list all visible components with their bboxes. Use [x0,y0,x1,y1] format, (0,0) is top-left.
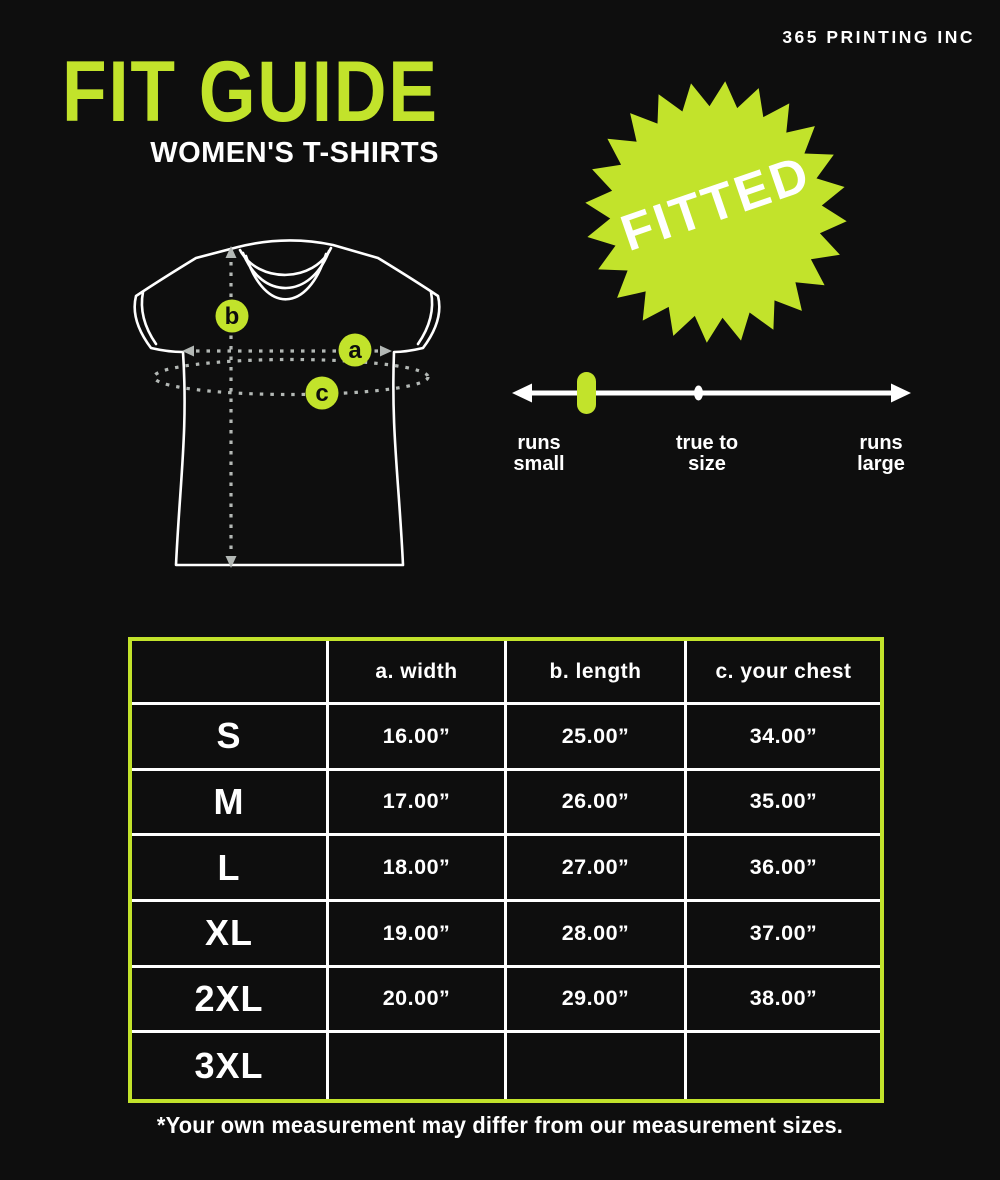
length-value: 27.00” [507,836,687,902]
scale-label-line: true to [675,432,739,454]
width-value: 20.00” [329,968,507,1034]
width-value: 18.00” [329,836,507,902]
marker-b-label: b [224,303,240,330]
fit-scale-slider [505,368,920,420]
scale-label-runs-small [479,433,599,475]
length-value: 29.00” [507,968,687,1034]
column-header-width: a. width [329,641,507,705]
chest-value: 34.00” [687,705,880,771]
badge-label: FITTED [613,144,819,263]
page-title: FIT GUIDE [62,44,439,140]
fit-marker [577,372,596,414]
page-subtitle: WOMEN'S T-SHIRTS [150,137,439,169]
size-label: M [132,771,329,837]
guide-arrowheads [182,246,392,568]
fitted-badge [571,67,861,357]
scale-label-line: size [688,453,726,475]
scale-label-runs-large [821,433,941,475]
size-label: S [132,705,329,771]
length-value [507,1033,687,1099]
measurement-guides [154,262,428,552]
title-block [62,44,439,169]
width-value: 16.00” [329,705,507,771]
tshirt-outline [135,240,440,565]
tshirt-diagram [105,225,465,585]
marker-c-label: c [315,380,329,407]
width-value: 19.00” [329,902,507,968]
chest-value: 37.00” [687,902,880,968]
length-value: 25.00” [507,705,687,771]
footnote: *Your own measurement may differ from our measurement sizes. [156,1112,844,1138]
column-header-size [132,641,329,705]
scale-label-line: large [857,453,905,475]
scale-label-line: small [513,453,565,475]
length-value: 26.00” [507,771,687,837]
chest-value: 36.00” [687,836,880,902]
column-header-chest: c. your chest [687,641,880,705]
length-value: 28.00” [507,902,687,968]
scale-label-line: runs [859,432,903,454]
width-value: 17.00” [329,771,507,837]
chest-guide-ellipse [154,360,428,395]
scale-label-line: runs [517,432,561,454]
column-header-length: b. length [507,641,687,705]
size-label: XL [132,902,329,968]
marker-a-label: a [348,337,362,364]
arrow-right-icon [380,346,392,357]
chest-value: 35.00” [687,771,880,837]
width-value [329,1033,507,1099]
size-label: 3XL [132,1033,329,1099]
chest-value [687,1033,880,1099]
scale-label-true-to-size [647,433,767,475]
size-chart-table [128,637,884,1103]
arrow-left-icon [512,384,532,403]
true-to-size-tick [694,386,703,401]
size-label: 2XL [132,968,329,1034]
size-label: L [132,836,329,902]
arrow-right-icon [891,384,911,403]
brand-name: 365 PRINTING INC [782,27,975,47]
chest-value: 38.00” [687,968,880,1034]
